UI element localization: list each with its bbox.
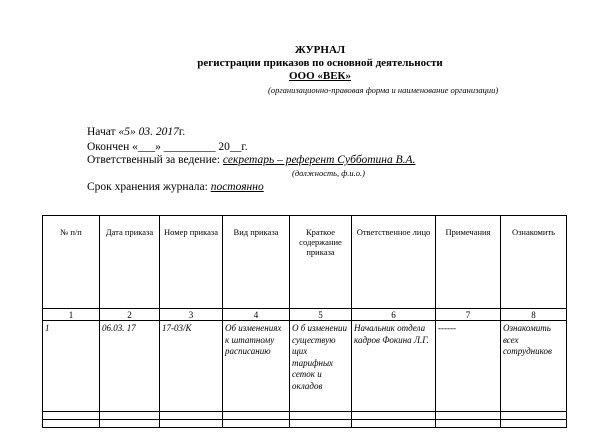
header-cell-notes: Примечания bbox=[436, 216, 501, 309]
orders-table bbox=[42, 215, 567, 428]
organization-name: ООО «ВЕК» bbox=[288, 70, 352, 82]
responsible-label: Ответственный за ведение: bbox=[87, 154, 221, 166]
table-row bbox=[43, 321, 567, 412]
retention-label: Срок хранения журнала: bbox=[87, 181, 208, 193]
table-header-row bbox=[43, 216, 567, 309]
header-cell-responsible: Ответственное лицо bbox=[352, 216, 436, 309]
header-cell-acquaint: Ознакомить bbox=[501, 216, 567, 309]
empty-cell bbox=[290, 412, 352, 420]
column-number-row bbox=[43, 309, 567, 321]
header-cell-number: № п/п bbox=[43, 216, 100, 309]
organization-hint: (организационно-правовая форма и наименование организации) bbox=[268, 85, 499, 95]
row-cell-order-type: Об изменениях к штатному расписанию bbox=[223, 321, 290, 412]
column-number: 7 bbox=[436, 309, 501, 321]
row-cell-number: 1 bbox=[43, 321, 100, 412]
responsible-line bbox=[87, 154, 415, 166]
empty-cell bbox=[43, 412, 100, 420]
empty-cell bbox=[436, 412, 501, 420]
started-label: Начат bbox=[87, 126, 116, 138]
row-cell-order-number: 17-03/К bbox=[160, 321, 223, 412]
header-cell-date: Дата приказа bbox=[100, 216, 160, 309]
empty-cell bbox=[436, 420, 501, 428]
empty-cell bbox=[43, 420, 100, 428]
empty-cell bbox=[160, 420, 223, 428]
column-number: 8 bbox=[501, 309, 567, 321]
empty-cell bbox=[352, 420, 436, 428]
empty-cell bbox=[290, 420, 352, 428]
empty-cell bbox=[501, 420, 567, 428]
header-cell-order-type: Вид приказа bbox=[223, 216, 290, 309]
empty-cell bbox=[100, 420, 160, 428]
started-suffix: г. bbox=[178, 126, 186, 138]
empty-cell bbox=[160, 412, 223, 420]
row-cell-summary: О б изменении существую щих тарифных сеток и окладов bbox=[290, 321, 352, 412]
column-number: 3 bbox=[160, 309, 223, 321]
journal-subtitle: регистрации приказов по основной деятельности bbox=[197, 57, 443, 69]
ended-line: Окончен «___» _________ 20__г. bbox=[87, 141, 248, 153]
row-cell-responsible: Начальник отдела кадров Фокина Л.Г. bbox=[352, 321, 436, 412]
empty-cell bbox=[223, 420, 290, 428]
header-cell-summary: Краткое содержание приказа bbox=[290, 216, 352, 309]
empty-cell bbox=[501, 412, 567, 420]
retention-line bbox=[87, 181, 264, 193]
responsible-value: секретарь – референт Субботина В.А. bbox=[222, 154, 416, 166]
column-number: 2 bbox=[100, 309, 160, 321]
empty-row bbox=[43, 412, 567, 420]
responsible-hint: (должность, ф.и.о.) bbox=[292, 168, 366, 178]
column-number: 1 bbox=[43, 309, 100, 321]
empty-cell bbox=[223, 412, 290, 420]
empty-row bbox=[43, 420, 567, 428]
column-number: 6 bbox=[352, 309, 436, 321]
column-number: 4 bbox=[223, 309, 290, 321]
retention-value: постоянно bbox=[210, 181, 264, 193]
empty-cell bbox=[352, 412, 436, 420]
row-cell-acquaint: Ознакомить всех сотрудников bbox=[501, 321, 567, 412]
header-cell-order-number: Номер приказа bbox=[160, 216, 223, 309]
journal-title: ЖУРНАЛ bbox=[294, 44, 346, 56]
column-number: 5 bbox=[290, 309, 352, 321]
empty-cell bbox=[100, 412, 160, 420]
row-cell-notes: ------ bbox=[436, 321, 501, 412]
started-value: «5» 03. 2017 bbox=[118, 126, 179, 138]
started-line bbox=[87, 126, 185, 138]
row-cell-date: 06.03. 17 bbox=[100, 321, 160, 412]
